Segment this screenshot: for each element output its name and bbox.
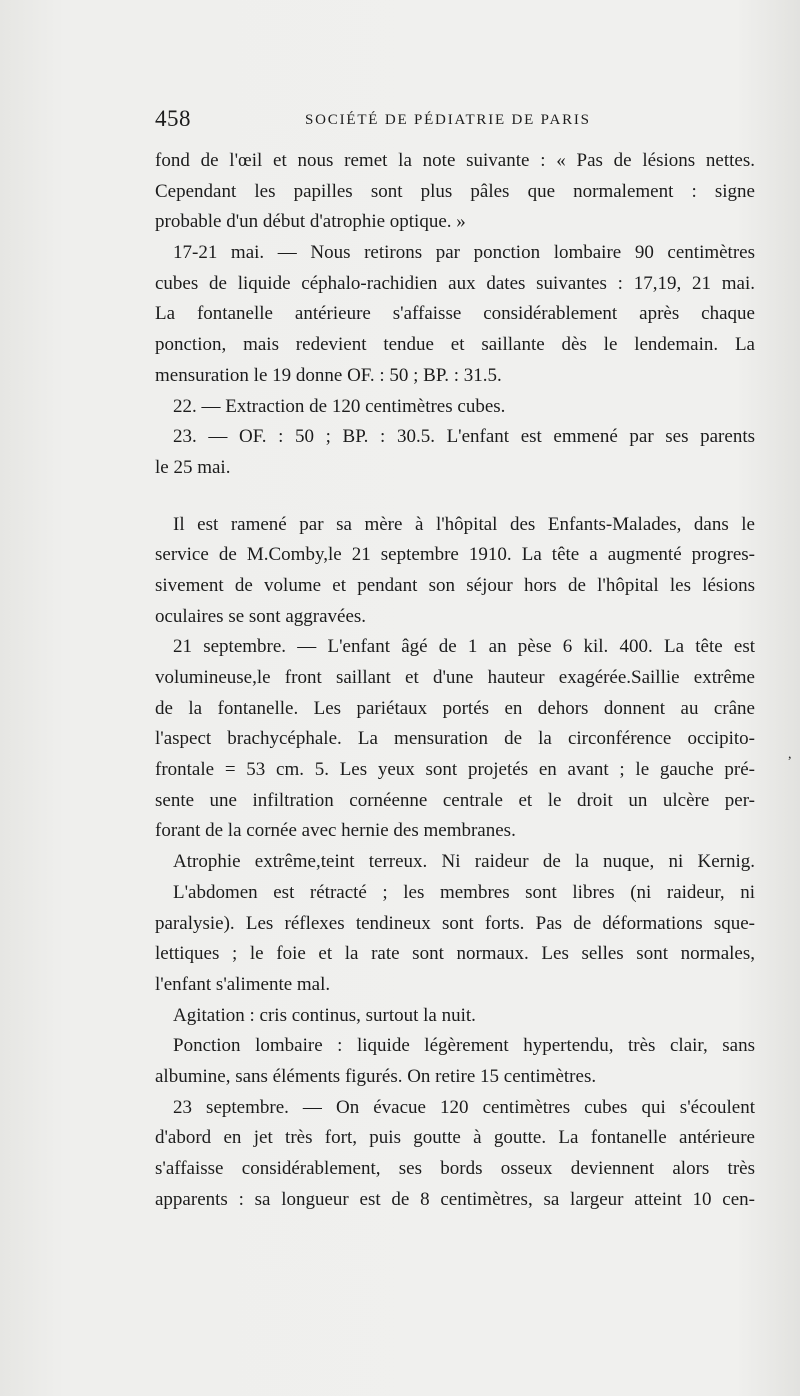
text-line: paralysie). Les réflexes tendineux sont forts. Pas de déformations sque- <box>155 912 755 934</box>
text-line: Il est ramené par sa mère à l'hôpital des Enfants-Malades, dans le <box>173 513 755 535</box>
text-line: 21 septembre. — L'enfant âgé de 1 an pèse 6 kil. 400. La tête est <box>173 636 755 658</box>
paragraph <box>155 1031 755 1092</box>
paragraph-gap <box>155 484 755 510</box>
text-line: de la fontanelle. Les pariétaux portés en dehors donnent au crâne <box>155 697 755 719</box>
text-line: fond de l'œil et nous remet la note suivante : « Pas de lésions nettes. <box>155 150 755 171</box>
text-line: sente une infiltration cornéenne centrale et le droit un ulcère per- <box>155 789 755 811</box>
text-line: frontale = 53 cm. 5. Les yeux sont projetés en avant ; le gauche pré- <box>155 759 755 781</box>
text-line: lettiques ; le foie et la rate sont normaux. Les selles sont normales, <box>155 943 755 965</box>
text-line: volumineuse,le front saillant et d'une hauteur exagérée.Saillie extrême <box>155 667 755 688</box>
text-line: cubes de liquide céphalo-rachidien aux dates suivantes : 17,19, 21 mai. <box>155 272 755 294</box>
margin-mark: , <box>788 747 792 762</box>
paragraph <box>155 422 755 483</box>
paragraph <box>155 632 755 847</box>
text-line: Atrophie extrême,teint terreux. Ni raideur de la nuque, ni Kernig. <box>173 851 755 873</box>
text-line: La fontanelle antérieure s'affaisse considérablement après chaque <box>155 303 755 325</box>
text-line: apparents : sa longueur est de 8 centimètres, sa largeur atteint 10 cen- <box>155 1188 755 1210</box>
paragraph <box>155 510 755 633</box>
text-line: service de M.Comby,le 21 septembre 1910. La tête a augmenté progres- <box>155 544 755 566</box>
text-line: albumine, sans éléments figurés. On retire 15 centimètres. <box>155 1065 597 1087</box>
text-line: sivement de volume et pendant son séjour hors de l'hôpital les lésions <box>155 574 755 596</box>
text-line: oculaires se sont aggravées. <box>155 605 367 627</box>
text-line: probable d'un début d'atrophie optique. » <box>155 211 466 233</box>
running-title: SOCIÉTÉ DE PÉDIATRIE DE PARIS <box>305 112 591 128</box>
text-line: d'abord en jet très fort, puis goutte à goutte. La fontanelle antérieure <box>155 1127 755 1149</box>
text-line: Ponction lombaire : liquide légèrement hypertendu, très clair, sans <box>173 1035 755 1057</box>
page-number: 458 <box>155 106 191 131</box>
page-header <box>155 106 755 140</box>
paragraph <box>155 1093 755 1216</box>
paragraph <box>155 392 755 423</box>
paragraph <box>155 1001 755 1032</box>
paragraph <box>155 238 755 391</box>
paragraph <box>155 847 755 878</box>
body-text <box>155 146 755 1215</box>
text-line: 23 septembre. — On évacue 120 centimètres cubes qui s'écoulent <box>173 1096 755 1118</box>
text-line: Agitation : cris continus, surtout la nuit. <box>173 1004 476 1026</box>
text-line: s'affaisse considérablement, ses bords osseux deviennent alors très <box>155 1158 755 1179</box>
text-line: L'abdomen est rétracté ; les membres sont libres (ni raideur, ni <box>173 881 755 903</box>
text-line: 17-21 mai. — Nous retirons par ponction lombaire 90 centimètres <box>173 242 755 264</box>
text-line: le 25 mai. <box>155 456 231 478</box>
text-line: 22. — Extraction de 120 centimètres cubes. <box>173 395 506 417</box>
text-line: Cependant les papilles sont plus pâles que normalement : signe <box>155 180 755 202</box>
text-line: 23. — OF. : 50 ; BP. : 30.5. L'enfant est emmené par ses parents <box>173 426 755 448</box>
text-line: l'aspect brachycéphale. La mensuration de la circonférence occipito- <box>155 728 755 750</box>
text-line: forant de la cornée avec hernie des membranes. <box>155 820 516 842</box>
text-line: l'enfant s'alimente mal. <box>155 973 331 995</box>
text-line: mensuration le 19 donne OF. : 50 ; BP. : 31.5. <box>155 364 502 386</box>
paragraph <box>155 878 755 1001</box>
text-line: ponction, mais redevient tendue et saillante dès le lendemain. La <box>155 334 755 356</box>
paragraph <box>155 146 755 238</box>
